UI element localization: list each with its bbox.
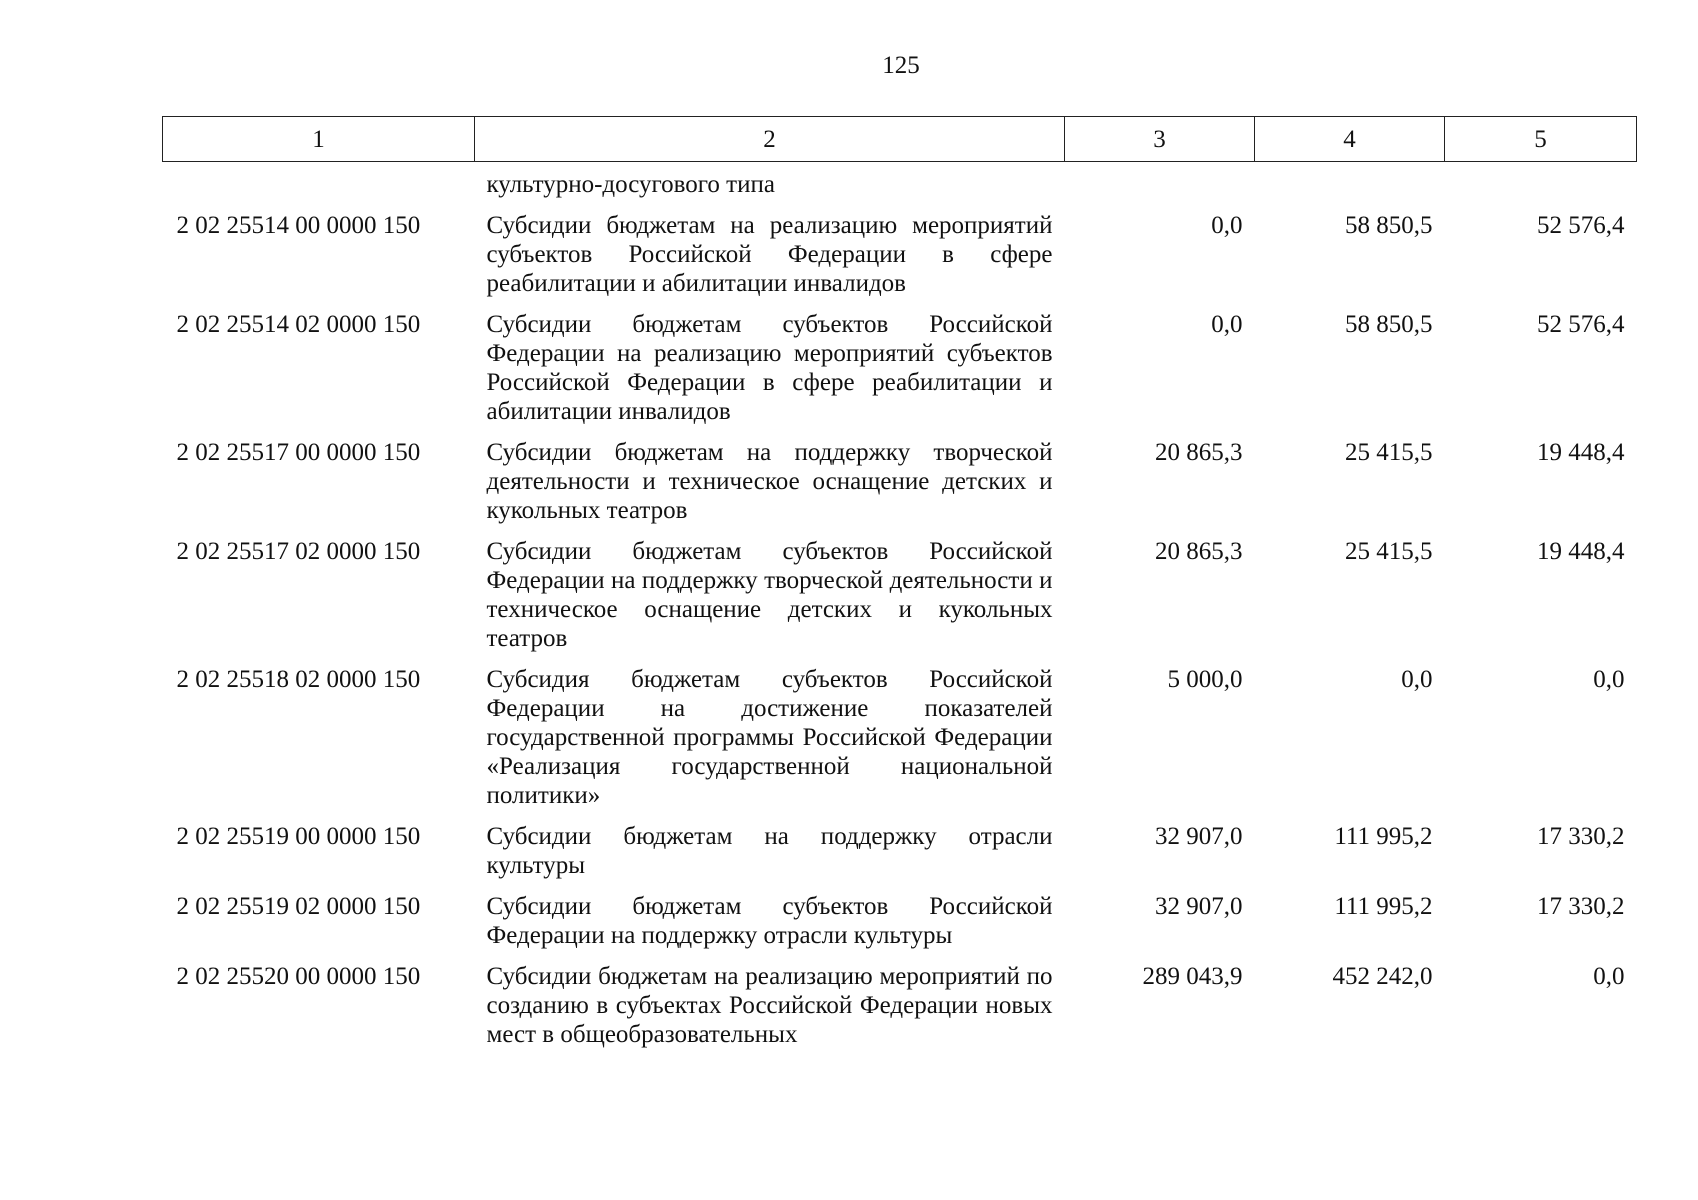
- table-header: [163, 117, 1637, 162]
- page-number: 125: [882, 52, 920, 79]
- header-row: [163, 117, 1637, 162]
- value-col-4: 25 415,5: [1345, 439, 1433, 466]
- table-body: [163, 162, 1637, 1054]
- value-col-5: 19 448,4: [1537, 538, 1625, 565]
- continuation-empty-4: [1255, 162, 1445, 204]
- table-row: [163, 884, 1637, 954]
- continuation-code-cell: [163, 162, 475, 204]
- value-col-4: 111 995,2: [1334, 893, 1433, 920]
- budget-code: 2 02 25517 02 0000 150: [176, 538, 421, 565]
- value-col-4: 25 415,5: [1345, 538, 1433, 565]
- table-row: [163, 529, 1637, 657]
- value-col-3: 32 907,0: [1155, 893, 1243, 920]
- header-col-1: 1: [163, 117, 475, 162]
- table-row: [163, 954, 1637, 1053]
- budget-code: 2 02 25519 00 0000 150: [176, 823, 421, 850]
- row-description: Субсидии бюджетам на поддержку отрасли культуры: [486, 823, 1053, 879]
- budget-code: 2 02 25519 02 0000 150: [176, 893, 421, 920]
- continuation-empty-5: [1445, 162, 1637, 204]
- value-col-3: 289 043,9: [1142, 963, 1243, 990]
- value-col-3: 5 000,0: [1167, 666, 1243, 693]
- budget-table: [162, 116, 1637, 1053]
- value-col-4: 452 242,0: [1332, 963, 1433, 990]
- value-col-5: 19 448,4: [1537, 439, 1625, 466]
- value-col-4: 0,0: [1401, 666, 1433, 693]
- continuation-text: культурно-досугового типа: [486, 171, 775, 198]
- table-row: [163, 203, 1637, 302]
- row-description: Субсидии бюджетам на реализацию мероприятий по созданию в субъектах Российской Федерации новых мест в общеобразовательных: [486, 963, 1053, 1048]
- row-description: Субсидии бюджетам субъектов Российской Федерации на поддержку отрасли культуры: [486, 893, 1053, 949]
- budget-code: 2 02 25514 00 0000 150: [176, 212, 421, 239]
- row-description: Субсидии бюджетам на реализацию мероприятий субъектов Российской Федерации в сфере реабилитации и абилитации инвалидов: [486, 212, 1053, 297]
- value-col-4: 58 850,5: [1345, 212, 1433, 239]
- budget-code: 2 02 25514 02 0000 150: [176, 311, 421, 338]
- table-row: [163, 657, 1637, 814]
- value-col-5: 17 330,2: [1537, 893, 1625, 920]
- value-col-5: 0,0: [1593, 963, 1625, 990]
- continuation-empty-3: [1065, 162, 1255, 204]
- value-col-5: 52 576,4: [1537, 311, 1625, 338]
- value-col-4: 111 995,2: [1334, 823, 1433, 850]
- value-col-5: 52 576,4: [1537, 212, 1625, 239]
- value-col-3: 20 865,3: [1155, 439, 1243, 466]
- value-col-4: 58 850,5: [1345, 311, 1433, 338]
- continuation-row: [163, 162, 1637, 204]
- budget-code: 2 02 25517 00 0000 150: [176, 439, 421, 466]
- header-col-2: 2: [475, 117, 1065, 162]
- value-col-3: 0,0: [1211, 212, 1243, 239]
- row-description: Субсидия бюджетам субъектов Российской Федерации на достижение показателей государственной программы Российской Федерации «Реализация государственной национальной политики»: [486, 666, 1053, 809]
- table-row: [163, 430, 1637, 529]
- value-col-3: 20 865,3: [1155, 538, 1243, 565]
- value-col-5: 0,0: [1593, 666, 1625, 693]
- table-row: [163, 814, 1637, 884]
- header-col-3: 3: [1065, 117, 1255, 162]
- row-description: Субсидии бюджетам на поддержку творческой деятельности и техническое оснащение детских и кукольных театров: [486, 439, 1053, 524]
- header-col-4: 4: [1255, 117, 1445, 162]
- budget-code: 2 02 25518 02 0000 150: [176, 666, 421, 693]
- value-col-3: 32 907,0: [1155, 823, 1243, 850]
- budget-code: 2 02 25520 00 0000 150: [176, 963, 421, 990]
- table-row: [163, 302, 1637, 430]
- value-col-3: 0,0: [1211, 311, 1243, 338]
- value-col-5: 17 330,2: [1537, 823, 1625, 850]
- row-description: Субсидии бюджетам субъектов Российской Федерации на поддержку творческой деятельности и техническое оснащение детских и кукольных театров: [486, 538, 1053, 652]
- row-description: Субсидии бюджетам субъектов Российской Федерации на реализацию мероприятий субъектов Российской Федерации в сфере реабилитации и абилитации инвалидов: [486, 311, 1053, 425]
- header-col-5: 5: [1445, 117, 1637, 162]
